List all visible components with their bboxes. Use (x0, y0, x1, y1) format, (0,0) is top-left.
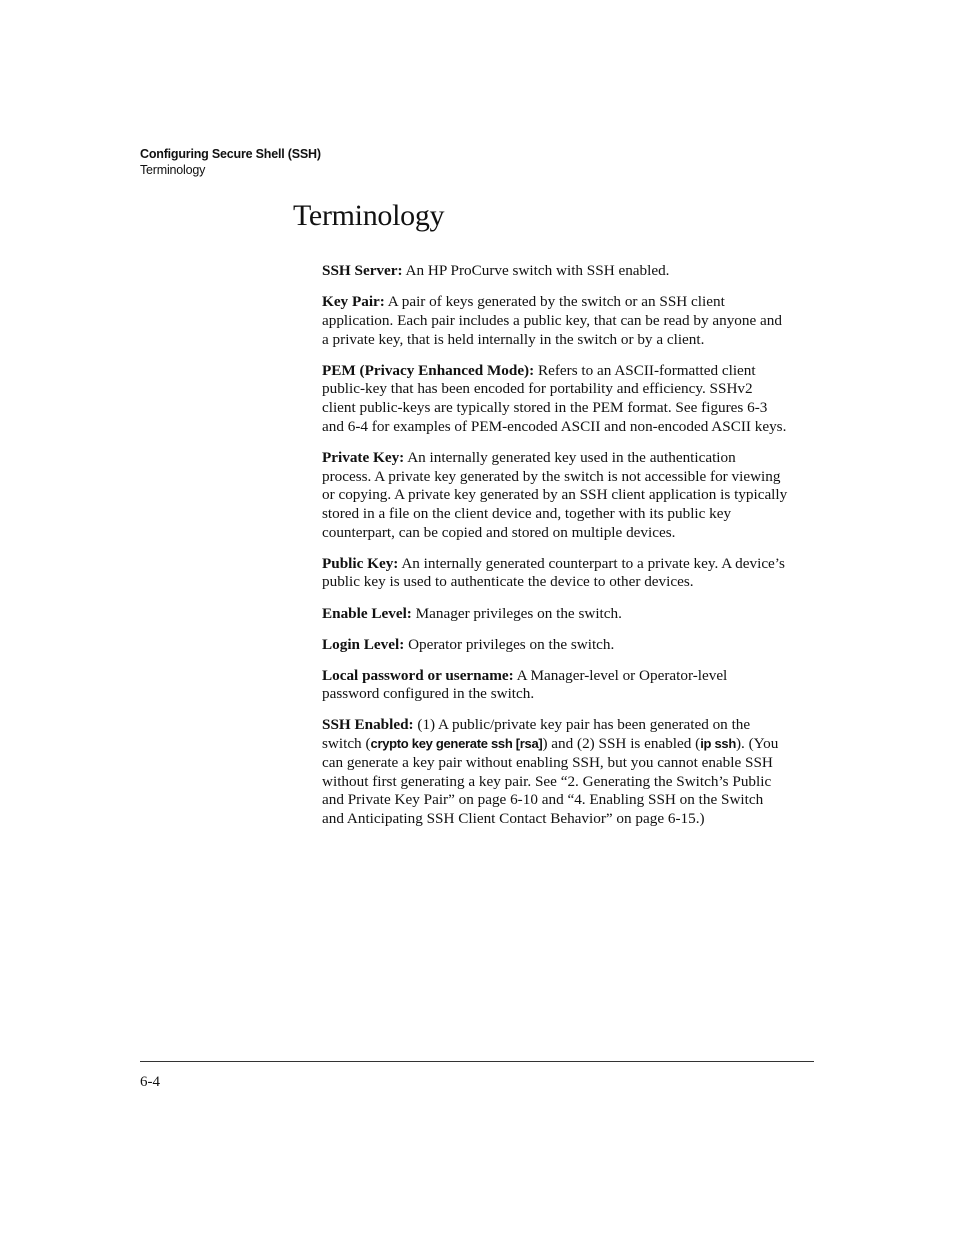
page-number: 6-4 (140, 1074, 160, 1090)
definition-term: SSH Enabled: (322, 716, 414, 734)
definition-term: SSH Server: (322, 262, 403, 279)
section-title: Terminology (140, 163, 206, 177)
definition-text: (1) A public/private key pair has been generated on the switch ( (322, 716, 751, 753)
definition-text: ) and (2) SSH is enabled ( (542, 735, 701, 753)
running-head (140, 146, 321, 178)
page-title: Terminology (293, 199, 445, 232)
definition-text: Refers to an ASCII-formatted client public-key that has been encoded for portability and efficiency. SSHv2 client public-keys are typically stored in the PEM format. See figures 6-3 and 6-4 for examples of PEM-encoded ASCII and non-encoded ASCII keys. (322, 361, 787, 435)
command-crypto-key-generate: crypto key generate ssh [rsa] (370, 736, 543, 752)
chapter-title: Configuring Secure Shell (SSH) (140, 147, 321, 161)
definition-term: PEM (Privacy Enhanced Mode): (322, 361, 535, 379)
definition-text: Manager privileges on the switch. (411, 604, 622, 622)
definition-ssh-server (322, 262, 788, 281)
definition-login-level (322, 636, 788, 655)
definition-text: An HP ProCurve switch with SSH enabled. (402, 262, 670, 279)
definition-text: Operator privileges on the switch. (404, 635, 615, 653)
definition-key-pair (322, 293, 788, 349)
definition-enable-level (322, 605, 788, 624)
definition-term: Key Pair: (322, 293, 385, 311)
definition-term: Public Key: (322, 554, 399, 572)
definition-term: Enable Level: (322, 604, 412, 622)
definition-public-key (322, 555, 788, 592)
footer-rule (140, 1061, 814, 1062)
definition-private-key (322, 449, 788, 543)
definition-term: Local password or username: (322, 666, 514, 684)
definition-text: An internally generated counterpart to a private key. A device’s public key is used to authenticate the device to other devices. (322, 554, 785, 591)
definition-text: An internally generated key used in the authentication process. A private key generated by the switch is not accessible for viewing or copying. A private key generated by an SSH client application is typically stored in a file on the client device and, together with its public key counterpart, can be copied and stored on multiple devices. (322, 448, 788, 541)
definition-local-password (322, 667, 788, 704)
definition-pem (322, 362, 788, 437)
definition-text: A Manager-level or Operator-level password configured in the switch. (322, 666, 728, 703)
definition-term: Login Level: (322, 635, 405, 653)
definition-text: ). (You can generate a key pair without enabling SSH, but you cannot enable SSH without first generating a key pair. See “2. Generating the Switch’s Public and Private Key Pair” on page 6-10 and “4. Enabling SSH on the Switch and Anticipating SSH Client Contact Behavior” on page 6-15.) (322, 735, 779, 827)
definition-text: A pair of keys generated by the switch or an SSH client application. Each pair includes a public key, that can be read by anyone and a private key, that is held internally in the switch or by a client. (322, 293, 782, 348)
definition-term: Private Key: (322, 448, 405, 466)
definition-list (322, 262, 788, 841)
command-ip-ssh: ip ssh (700, 736, 736, 752)
definition-ssh-enabled (322, 716, 788, 828)
